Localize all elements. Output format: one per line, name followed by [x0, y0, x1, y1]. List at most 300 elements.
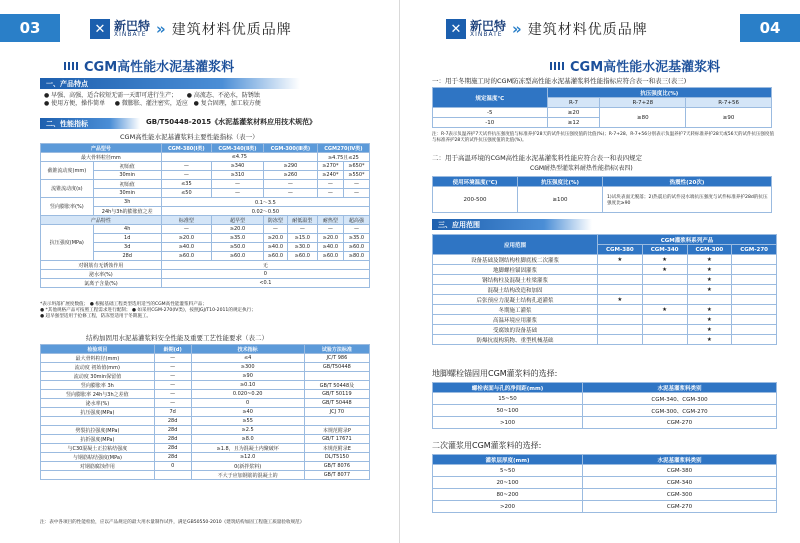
table-cell: 后张预应力混凝土结构孔道灌浆 — [433, 295, 598, 305]
table-row — [41, 399, 370, 408]
table-cell: ≥12.0 — [191, 453, 304, 462]
table-row — [41, 354, 370, 363]
table-cell: 规定温度℃ — [433, 88, 548, 108]
table-cell: 流动度 初始值(mm) — [41, 363, 155, 372]
table-cell: ≥20.0 — [161, 234, 211, 243]
table-cell: CGM-340 — [583, 477, 777, 489]
table-cell: ≥4.75且≤25 — [317, 153, 369, 162]
table-cell: DL/T5150 — [304, 453, 369, 462]
table-cell: — — [161, 162, 211, 171]
page-title: CGM高性能水泥基灌浆料 — [550, 56, 720, 75]
table-cell: 技术指标 — [191, 345, 304, 354]
table-cell: CGM-300、CGM-270 — [583, 405, 777, 417]
table-row — [41, 372, 370, 381]
table-cell: ≥40 — [191, 408, 304, 417]
table-cell: 混凝土结构改造和加固 — [433, 285, 598, 295]
table-cell: 28d — [154, 426, 191, 435]
table-cell: 地脚螺栓锚固灌浆 — [433, 265, 598, 275]
table-cell: 流动度 30min保留值 — [41, 372, 155, 381]
table-cell: 对钢筋有无锈蚀作用 — [41, 261, 162, 270]
table-row — [41, 444, 370, 453]
table-cell: ≥0.10 — [191, 381, 304, 390]
table-cell: 流锥流动度(s) — [41, 180, 94, 198]
table-cell: CGM-300 — [687, 245, 732, 255]
table7-secondary-grout — [432, 454, 777, 513]
table-row — [433, 255, 777, 265]
table-cell: ≥260 — [263, 171, 317, 180]
table-cell: — — [211, 189, 263, 198]
table-cell: 应用范围 — [433, 235, 598, 255]
table-cell: ★ — [642, 305, 687, 315]
table-row — [433, 477, 777, 489]
table-cell: ≥650* — [343, 162, 369, 171]
table-cell: — — [317, 189, 343, 198]
table-cell: 3d — [93, 243, 161, 252]
table2-caption: 结构加固用水泥基灌浆料安全性能及重要工艺性能要求（表二） — [86, 334, 268, 342]
table-cell: 产品型号 — [41, 144, 162, 153]
table-cell: — — [317, 180, 343, 189]
table4-heat — [432, 176, 772, 213]
table-cell: >200 — [433, 501, 583, 513]
table-cell: ≥60.0 — [211, 252, 263, 261]
table-cell: -5 — [433, 108, 548, 118]
table-cell: CGM-380 — [598, 245, 643, 255]
table-cell: 龄期(d) — [154, 345, 191, 354]
table-cell — [732, 275, 777, 285]
brand-name: 新巴特 — [114, 19, 151, 33]
table-row — [433, 285, 777, 295]
table3-notes: 注：R-7表示负温养护7天试件抗压强度值与标准养护28天的试件抗压强度值的比值(%)；R-7+28、R-7+56分别表示负温养护7天转标准养护28天或56天的试件抗压强度值与标准养护28天的试件抗压强度值的比值(%)。 — [432, 132, 774, 143]
table-cell: 水泥基灌浆料类别 — [583, 455, 777, 465]
table-cell: 1)试块表面无脱落；2)热震后的试件浸水端抗压强度与试件标准养护28d的抗压强度比≥90 — [603, 187, 772, 213]
table-cell: 不大于应加钢筋的混凝土的 — [191, 471, 304, 480]
table-cell: — — [154, 381, 191, 390]
table-cell: 20~100 — [433, 477, 583, 489]
table-cell: ★ — [687, 335, 732, 345]
table-cell: ≥340 — [211, 162, 263, 171]
table-cell: <0.1 — [161, 279, 369, 288]
table-cell: ≥270* — [317, 162, 343, 171]
table-cell — [687, 295, 732, 305]
table-cell: ≤35 — [161, 180, 211, 189]
table-cell: 与钢筋粘结强度(MPa) — [41, 453, 155, 462]
table-cell: CGM-270 — [732, 245, 777, 255]
table-cell: CGM灌浆料系列产品 — [598, 235, 777, 245]
table-cell: ≥20.0 — [211, 225, 263, 234]
table-cell: ★ — [642, 255, 687, 265]
table-cell: 钢结构柱及混凝土柱梁灌浆 — [433, 275, 598, 285]
table-cell: 15~50 — [433, 393, 583, 405]
table-cell: ≤4.75 — [161, 153, 317, 162]
table-cell — [304, 372, 369, 381]
table-cell: — — [154, 372, 191, 381]
table2-safety — [40, 344, 370, 480]
table-row — [41, 198, 370, 207]
page-header — [446, 16, 648, 42]
table-row — [433, 275, 777, 285]
standard-reference: GB/T50448-2015《水泥基灌浆材料应用技术规范》 — [146, 118, 317, 126]
table-cell: ≥100 — [518, 187, 603, 213]
table-cell: GB/T 50448 — [304, 399, 369, 408]
table-row — [433, 489, 777, 501]
table-cell: 水泥基灌浆料类别 — [583, 383, 777, 393]
title-stripe-icon — [550, 62, 564, 70]
table-cell: 泌水率(%) — [41, 270, 162, 279]
table-cell: ≥60.0 — [263, 252, 287, 261]
table1-notes: *表示坍落扩展度数值； ● 根据基础工程类型选用适当的CGM高性能灌浆料产品； ● *其他规格产品可按照工程需求进行配制； ● 如采用CGM-270(Ⅳ类)，按照JGJ/T10-2011的规定执行； ● 超早强型适用于抢修工程，防冻型适用于冬期施工。 — [40, 302, 256, 319]
double-chevron-icon: » — [512, 20, 522, 38]
intro-heat: 二：用于高温环境的CGM高性能水泥基灌浆料性能应符合表一和表四规定 — [432, 154, 643, 162]
table-cell: CGM270(Ⅳ类) — [317, 144, 369, 153]
table-row — [433, 108, 772, 118]
table-cell: ≥550* — [343, 171, 369, 180]
table-cell: ★ — [687, 325, 732, 335]
table-cell: ≤4 — [191, 354, 304, 363]
table-cell: — — [154, 390, 191, 399]
brand-name: 新巴特 — [470, 19, 507, 33]
table-row — [433, 405, 777, 417]
table-cell: 抗压强度(MPa) — [41, 408, 155, 417]
table-cell: CGM-340、CGM-300 — [583, 393, 777, 405]
table-cell: ≥40.0 — [161, 243, 211, 252]
table-row — [41, 279, 370, 288]
table-cell: ★ — [598, 295, 643, 305]
table-cell: 5~50 — [433, 465, 583, 477]
table-cell: 最大骨料粒径mm — [41, 153, 162, 162]
brand-slogan: 建筑材料优质品牌 — [527, 22, 648, 38]
table-cell: GB/T50448 — [304, 363, 369, 372]
table-row — [433, 295, 777, 305]
logo-icon: ✕ — [446, 19, 466, 39]
table-row — [41, 453, 370, 462]
table-cell: ★ — [642, 265, 687, 275]
table-cell: ≥80.0 — [343, 252, 369, 261]
table-cell: 初始值 — [93, 162, 161, 171]
table-cell: 泌水率(%) — [41, 399, 155, 408]
table-cell — [41, 417, 155, 426]
table3-winter — [432, 87, 772, 128]
table-row — [41, 261, 370, 270]
table-cell — [598, 335, 643, 345]
table-cell: 截锥流动度(mm) — [41, 162, 94, 180]
table-cell: — — [343, 180, 369, 189]
double-chevron-icon: » — [156, 20, 166, 38]
brand-name-en: XINBATE — [114, 31, 147, 38]
table-cell — [598, 315, 643, 325]
table-cell: 抗压强度(MPa) — [41, 225, 94, 261]
table-cell: ≤50 — [161, 189, 211, 198]
table-row — [433, 335, 777, 345]
table-row — [433, 393, 777, 405]
brand-logo — [446, 19, 506, 39]
table4-caption: CGM耐热型灌浆料耐热性能指标(表四) — [530, 165, 633, 172]
table-cell: ≥40.0 — [263, 243, 287, 252]
table-cell: ≥2.5 — [191, 426, 304, 435]
table-cell: ≥80 — [600, 108, 686, 128]
table-cell: 24h与3h的膨胀值之差 — [93, 207, 161, 216]
page-title: CGM高性能水泥基灌浆料 — [64, 56, 234, 75]
table-cell: ≥240* — [317, 171, 343, 180]
table-row — [41, 462, 370, 471]
table-cell: 7d — [154, 408, 191, 417]
table-cell: ≥20 — [547, 108, 600, 118]
table-cell: 竖向膨胀率 3h — [41, 381, 155, 390]
table-cell: 受腐蚀的设备基础 — [433, 325, 598, 335]
table-cell: CGM-340 — [642, 245, 687, 255]
table-cell: ≥300 — [191, 363, 304, 372]
table-cell: ≥1.8，且为混凝土内聚破坏 — [191, 444, 304, 453]
table-row — [41, 390, 370, 399]
table-cell: 0 — [161, 270, 369, 279]
table-cell: 标准型 — [161, 216, 211, 225]
table-cell: ≥290 — [263, 162, 317, 171]
table-cell — [732, 255, 777, 265]
table-cell: 防爆抗震构筑物、重型机械基础 — [433, 335, 598, 345]
table-cell: 防冻型 — [263, 216, 287, 225]
table-cell: GB/T 17671 — [304, 435, 369, 444]
table-cell: — — [154, 354, 191, 363]
table-cell: 耐热型 — [317, 216, 343, 225]
table-cell — [41, 471, 155, 480]
table-row — [41, 363, 370, 372]
table-cell: 3h — [93, 198, 161, 207]
brand-name-en: XINBATE — [470, 31, 503, 38]
table-cell: 氯离子含量(%) — [41, 279, 162, 288]
table-cell — [598, 275, 643, 285]
table-cell — [732, 285, 777, 295]
right-page — [400, 0, 800, 543]
page-header — [90, 16, 292, 42]
table-cell: — — [343, 225, 369, 234]
table-row — [433, 265, 777, 275]
table-cell: ★ — [687, 265, 732, 275]
table-cell: 本规范附录P — [304, 426, 369, 435]
table-cell: — — [211, 180, 263, 189]
table-row — [41, 435, 370, 444]
table7-caption: 二次灌浆用CGM灌浆料的选择: — [432, 441, 542, 450]
table-cell — [732, 305, 777, 315]
table-cell: ≥40.0 — [317, 243, 343, 252]
table-row — [41, 162, 370, 171]
table-cell: ★ — [687, 275, 732, 285]
table-cell: 1d — [93, 234, 161, 243]
table-cell: 灌浆层厚度(mm) — [433, 455, 583, 465]
table-cell: ≥15.0 — [287, 234, 317, 243]
table-cell: 0.020~0.20 — [191, 390, 304, 399]
features-list: ● 早强、高强，适合较短无需一天即可进行生产； ● 高流态、不泌水，防锈蚀 ● 使用方便，操作简单 ● 微膨胀、灌注密实，适应 ● 复合固理，加工较方便 — [44, 92, 261, 107]
page-number: 04 — [740, 14, 800, 42]
footer-note: 注：表中各项目的性能检验，应以产品规定的最大用水量制作试件，满足GB50550-2010《建筑结构加固工程施工质量验收规范》 — [40, 520, 305, 525]
table-cell: ≥35.0 — [343, 234, 369, 243]
table-row — [41, 408, 370, 417]
table-cell: ≥60.0 — [161, 252, 211, 261]
table-row — [41, 180, 370, 189]
table-cell: 使用环境温度(℃) — [433, 177, 518, 187]
table-cell: ≥20.0 — [263, 234, 287, 243]
table6-caption: 地脚螺栓锚固用CGM灌浆料的选择: — [432, 369, 558, 378]
table-cell: — — [263, 225, 287, 234]
table-cell: 竖向膨胀率(%) — [41, 198, 94, 216]
brand-logo — [90, 19, 150, 39]
table-cell: 28d — [154, 453, 191, 462]
table-cell: 30min — [93, 171, 161, 180]
table-cell: -10 — [433, 118, 548, 128]
table-row — [433, 325, 777, 335]
table-cell: ≥20.0 — [317, 234, 343, 243]
table6-anchor-bolt — [432, 382, 777, 429]
table-cell: GB/T 8076 — [304, 462, 369, 471]
table-cell: 设备基础及钢结构柱脚底板二次灌浆 — [433, 255, 598, 265]
table-row — [41, 471, 370, 480]
table-cell: 0 — [191, 399, 304, 408]
table-cell: 耐低温型 — [287, 216, 317, 225]
table-cell: — — [287, 225, 317, 234]
table-cell: ≥90 — [686, 108, 772, 128]
table-cell: 产品特性 — [41, 216, 162, 225]
table-row — [41, 270, 370, 279]
table-cell: — — [263, 180, 317, 189]
table-cell — [642, 275, 687, 285]
table-cell — [642, 315, 687, 325]
table-cell: 本规范附录E — [304, 444, 369, 453]
page-number: 03 — [0, 14, 60, 42]
table1-caption: CGM高性能水泥基灌浆料主要性能指标（表一） — [120, 133, 259, 141]
table-cell: >100 — [433, 417, 583, 429]
table-cell: — — [154, 399, 191, 408]
table-cell: 28d — [154, 417, 191, 426]
table-cell: 28d — [154, 435, 191, 444]
table-cell: R-7+56 — [686, 98, 772, 108]
logo-icon: ✕ — [90, 19, 110, 39]
table-cell: 超高强 — [343, 216, 369, 225]
table-cell: — — [317, 225, 343, 234]
table-cell — [732, 325, 777, 335]
table-cell: CGM-340(Ⅱ类) — [211, 144, 263, 153]
table-cell — [598, 285, 643, 295]
table1-performance — [40, 143, 370, 288]
table-cell: GB/T 8077 — [304, 471, 369, 480]
table-cell: ≥310 — [211, 171, 263, 180]
table5-application — [432, 234, 777, 345]
table-cell: 28d — [93, 252, 161, 261]
section-heading-performance: 二、性能指标 — [40, 118, 140, 129]
table-cell: 28d — [154, 444, 191, 453]
table-cell: ★ — [687, 315, 732, 325]
table-cell: CGM-270 — [583, 417, 777, 429]
table-cell — [642, 335, 687, 345]
table-cell: CGM-300 — [583, 489, 777, 501]
table-cell — [598, 265, 643, 275]
table-cell: ≥35.0 — [211, 234, 263, 243]
table-row — [41, 381, 370, 390]
table-row — [433, 305, 777, 315]
table-cell: — — [263, 189, 317, 198]
table-cell: 对钢筋腐蚀作用 — [41, 462, 155, 471]
table-cell: 冬期施工灌浆 — [433, 305, 598, 315]
table-cell: — — [343, 189, 369, 198]
table-cell: ★ — [687, 255, 732, 265]
table-row — [433, 315, 777, 325]
table-cell: — — [161, 225, 211, 234]
table-cell: 0(新拌浆料) — [191, 462, 304, 471]
table-cell: CGM-270 — [583, 501, 777, 513]
table-cell: ≥12 — [547, 118, 600, 128]
table-cell: GB/T 50448及 — [304, 381, 369, 390]
section-heading-features: 一、产品特点 — [40, 78, 300, 89]
table-row — [41, 225, 370, 234]
section-heading-application: 三、应用范围 — [432, 219, 592, 230]
table-row — [41, 426, 370, 435]
table-cell — [642, 285, 687, 295]
table-cell: ≥60.0 — [317, 252, 343, 261]
table-cell: 30min — [93, 189, 161, 198]
table-row — [41, 216, 370, 225]
table-cell: JCJ 70 — [304, 408, 369, 417]
table-cell: 试验方法标准 — [304, 345, 369, 354]
table-cell: 热震性(20次) — [603, 177, 772, 187]
table-cell — [732, 265, 777, 275]
table-cell: 抗压强度比(%) — [547, 88, 771, 98]
table-cell — [732, 295, 777, 305]
table-cell: ≥30.0 — [287, 243, 317, 252]
table-cell — [732, 315, 777, 325]
table-cell: 抗压强度比(%) — [518, 177, 603, 187]
table-cell: 无 — [161, 261, 369, 270]
table-row — [433, 187, 772, 213]
table-cell: ★ — [687, 305, 732, 315]
table-cell — [732, 335, 777, 345]
table-cell — [598, 305, 643, 315]
table-cell: ★ — [687, 285, 732, 295]
table-cell: 与C30混凝土正拉粘结强度 — [41, 444, 155, 453]
brand-slogan: 建筑材料优质品牌 — [171, 22, 292, 38]
table-cell: CGM-380 — [583, 465, 777, 477]
table-cell: CGM-380(Ⅰ类) — [161, 144, 211, 153]
table-cell: R-7+28 — [600, 98, 686, 108]
table-cell: 最大骨料粒径(mm) — [41, 354, 155, 363]
table-cell: 4h — [93, 225, 161, 234]
table-cell — [642, 295, 687, 305]
intro-winter: 一：用于冬期施工时的CGM防冻型高性能水泥基灌浆料性能指标应符合表一和表三(表三) — [432, 77, 687, 85]
table-cell: 螺栓表面与孔的净间距(mm) — [433, 383, 583, 393]
table-row — [41, 417, 370, 426]
table-row — [433, 501, 777, 513]
table-cell: — — [154, 363, 191, 372]
table-cell: ≥90 — [191, 372, 304, 381]
title-stripe-icon — [64, 62, 78, 70]
table-cell: 初始值 — [93, 180, 161, 189]
table-cell: 抗折强度(MPa) — [41, 435, 155, 444]
table-row — [41, 153, 370, 162]
table-cell: 竖向膨胀率 24h与3h之差值 — [41, 390, 155, 399]
table-cell: ≥8.0 — [191, 435, 304, 444]
table-row — [433, 417, 777, 429]
table-cell: ≥50.0 — [211, 243, 263, 252]
table-cell: ≥60.0 — [287, 252, 317, 261]
table-row — [433, 465, 777, 477]
table-cell: 200-500 — [433, 187, 518, 213]
table-cell: 检验项目 — [41, 345, 155, 354]
table-cell: 50~100 — [433, 405, 583, 417]
table-cell: ≥60.0 — [343, 243, 369, 252]
table-cell: 劈裂抗拉强度(MPa) — [41, 426, 155, 435]
table-cell — [304, 417, 369, 426]
table-cell: 80~200 — [433, 489, 583, 501]
table-cell: CGM-300(Ⅲ类) — [263, 144, 317, 153]
table-cell: 高温环境应用灌浆 — [433, 315, 598, 325]
table-cell: ≥55 — [191, 417, 304, 426]
table-cell: GB/T 50119 — [304, 390, 369, 399]
